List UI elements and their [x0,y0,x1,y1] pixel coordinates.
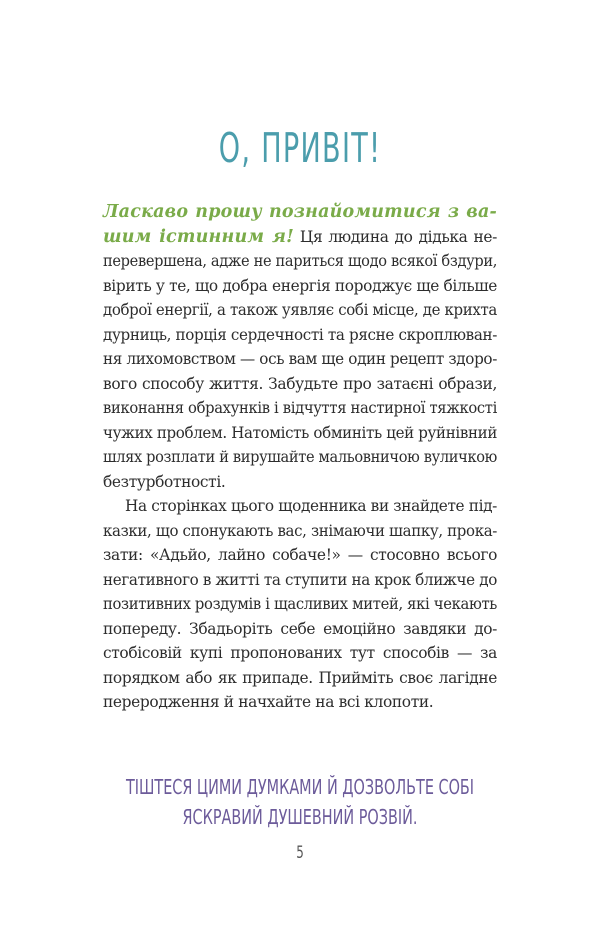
paragraph1-line-2: перевершена, адже не париться щодо всякої бздури, [103,252,497,270]
paragraph2-line-2: казки, що спонукають вас, знімаючи шапку, прока- [103,521,497,540]
paragraph1-line-3: вірить у те, що добра енергія породжує ще більше [103,276,497,295]
lead-heading-part-2: шим істинним я! [103,226,294,247]
paragraph2-line-3: зати: «Адьйо, лайно собаче!» — стосовно всього [103,546,497,564]
paragraph1-line-9: чужих проблем. Натомість обминіть цей руйнівний [103,423,497,442]
footer-quote-line-1: ТІШТЕСЯ ЦИМИ ДУМКАМИ Й ДОЗВОЛЬТЕ СОБІ [125,775,475,799]
paragraph2-line-5: позитивних роздумів і щасливих митей, які чекають [103,595,497,613]
lead-line-1 [103,200,497,225]
paragraph2-line-4: негативного в житті та ступити на крок ближче до [103,570,497,589]
paragraph2-line-7: стобісовій купі пропонованих тут способів — за [103,644,497,662]
paragraph1-line-6: ня лихомовством — ось вам ще один рецепт здоро- [103,350,497,368]
footer-quote-line-2: ЯСКРАВИЙ ДУШЕВНИЙ РОЗВІЙ. [182,805,418,829]
paragraph1-line-11: безтурботності. [103,472,226,491]
page-title: О, ПРИВІТ! [218,124,382,172]
paragraph1-line-1: Ця людина до дідька не- [293,227,497,246]
lead-heading-part-1: Ласкаво прошу познайомитися з ва- [103,202,497,222]
paragraph2-line-1: На сторінках цього щоденника ви знайдете під- [125,497,497,515]
paragraph2-line-8: порядком або як припаде. Прийміть своє лагідне [103,668,497,687]
page-number: 5 [296,843,304,863]
paragraph1-line-5: дурниць, порція сердечності та рясне скроплюван- [103,325,497,344]
body-text [103,200,497,715]
paragraph2-line-9: переродження й начхайте на всі клопоти. [103,693,434,711]
paragraph1-line-4: доброї енергії, а також уявляє собі місце, де крихта [103,301,497,319]
lead-line-2 [103,225,497,250]
paragraph1-line-10: шлях розплати й вирушайте мальовничою вуличкою [103,448,497,466]
footer-quote [0,772,600,832]
paragraph2-line-6: попереду. Збадьоріть себе емоційно завдяки до- [103,619,497,638]
paragraph1-line-7: вого способу життя. Забудьте про затаєні образи, [103,374,497,393]
paragraph1-line-8: виконання обрахунків і відчуття настирної тяжкості [103,399,497,417]
